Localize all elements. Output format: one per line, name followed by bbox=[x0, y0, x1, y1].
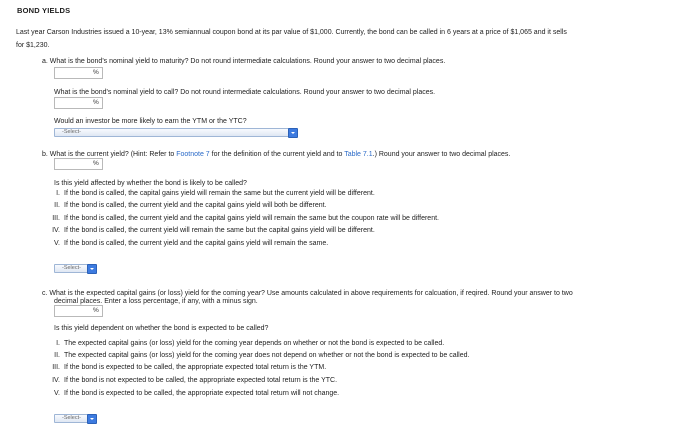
footnote-7-link[interactable]: Footnote 7 bbox=[176, 151, 210, 158]
list-item: II. If the bond is called, the current yield and the capital gains yield will both be different. bbox=[54, 202, 327, 209]
list-item: III. If the bond is called, the current yield and the capital gains yield will remain the same but the coupon rate will be different. bbox=[52, 215, 439, 222]
part-b-question-affected: Is this yield affected by whether the bond is likely to be called? bbox=[54, 180, 247, 187]
list-item: III. If the bond is expected to be called, the appropriate expected total return is the YTM. bbox=[52, 364, 327, 371]
problem-intro-line-1: Last year Carson Industries issued a 10-year, 13% semiannual coupon bond at its par value of $1,000. Currently, the bond can be called in 6 years at a price of $1,065 and it sells bbox=[16, 29, 567, 36]
percent-unit: % bbox=[93, 69, 99, 76]
page-title: BOND YIELDS bbox=[17, 6, 71, 15]
ytm-input[interactable] bbox=[54, 67, 103, 79]
chevron-down-icon bbox=[87, 414, 97, 424]
list-item: V. If the bond is called, the current yield and the capital gains yield will remain the same. bbox=[54, 240, 329, 247]
part-c-question-dependent: Is this yield dependent on whether the bond is expected to be called? bbox=[54, 325, 269, 332]
part-a-question-ytc: What is the bond's nominal yield to call? Do not round intermediate calculations. Round your answer to two decimal places. bbox=[54, 89, 436, 96]
current-yield-input[interactable] bbox=[54, 158, 103, 170]
part-b-select[interactable] bbox=[54, 264, 92, 273]
select-placeholder: -Select- bbox=[62, 128, 81, 135]
capital-gains-yield-input[interactable] bbox=[54, 305, 103, 317]
list-item: V. If the bond is expected to be called, the appropriate expected total return will not change. bbox=[54, 390, 340, 397]
select-placeholder: -Select- bbox=[62, 264, 81, 271]
problem-intro-line-2: for $1,230. bbox=[16, 42, 50, 49]
list-item: I. The expected capital gains (or loss) yield for the coming year depends on whether or not the bond is expected to be called. bbox=[56, 340, 445, 347]
ytc-input[interactable] bbox=[54, 97, 103, 109]
select-placeholder: -Select- bbox=[62, 414, 81, 421]
list-item: II. The expected capital gains (or loss) yield for the coming year does not depend on whether or not the bond is expected to be called. bbox=[54, 352, 470, 359]
part-a-question-likely: Would an investor be more likely to earn the YTM or the YTC? bbox=[54, 118, 247, 125]
table-7-1-link[interactable]: Table 7.1 bbox=[344, 151, 373, 158]
list-item: IV. If the bond is not expected to be called, the appropriate expected total return is the YTC. bbox=[52, 377, 338, 384]
chevron-down-icon bbox=[288, 128, 298, 138]
list-item: I. If the bond is called, the capital gains yield will remain the same but the current yield will be different. bbox=[56, 190, 375, 197]
part-c-select[interactable] bbox=[54, 414, 92, 423]
list-item: IV. If the bond is called, the current yield will remain the same but the capital gains yield will be different. bbox=[52, 227, 375, 234]
part-c-question-line-1: c. What is the expected capital gains (or loss) yield for the coming year? Use amounts calculated in above requirements for calcuation, if reqired. Round your answer to two bbox=[42, 290, 573, 297]
part-a-question-ytm: a. What is the bond's nominal yield to maturity? Do not round intermediate calculations. Round your answer to two decimal places. bbox=[42, 58, 446, 65]
chevron-down-icon bbox=[87, 264, 97, 274]
ytm-or-ytc-select[interactable] bbox=[54, 128, 294, 137]
percent-unit: % bbox=[93, 99, 99, 106]
part-c-question-line-2: decimal places. Enter a loss percentage, if any, with a minus sign. bbox=[54, 298, 258, 305]
percent-unit: % bbox=[93, 307, 99, 314]
percent-unit: % bbox=[93, 160, 99, 167]
part-b-question-current-yield: b. What is the current yield? (Hint: Refer to Footnote 7 for the definition of the current yield and to Table 7.1.) Round your answer to two decimal places. bbox=[42, 151, 511, 158]
